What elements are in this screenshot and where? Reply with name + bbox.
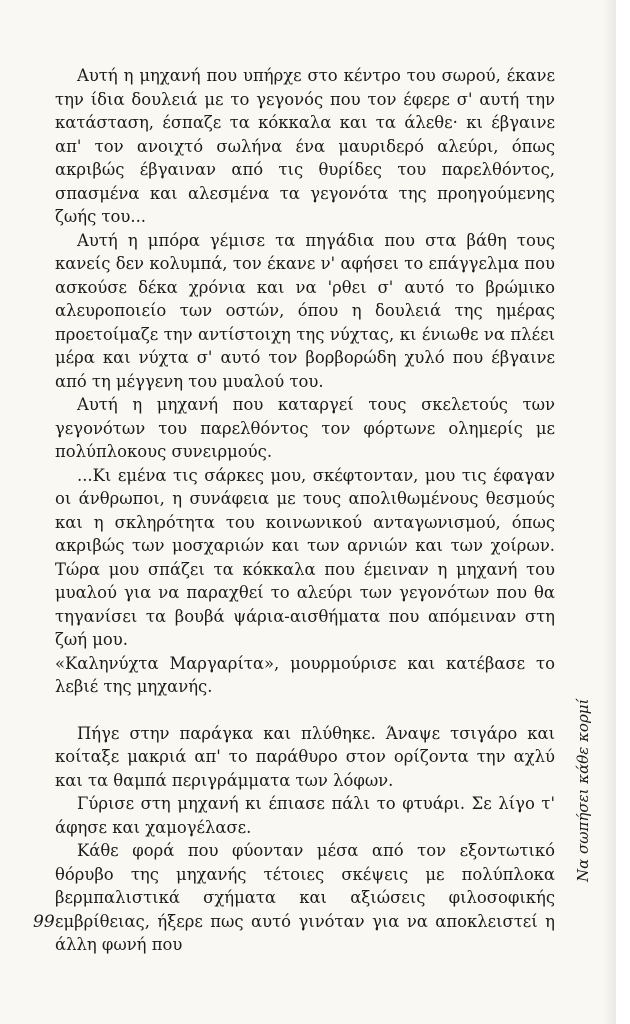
paragraph: ...Κι εμένα τις σάρκες μου, σκέφτονταν, μου τις έφαγαν οι άνθρωποι, η συνάφεια με τους απολιθωμένους θεσμούς και η σκληρότητα του κοινωνικού ανταγωνισμού, όπως ακριβώς των μοσχαριών και των αρνιών και των χοίρων. Τώρα μου σπάζει τα κόκκαλα που έμειναν η μηχανή του μυαλού για να παραχθεί το αλεύρι των γεγονότων που θα τηγανίσει τα βουβά ψάρια-αισθήματα που απόμειναν στη ζωή μου.	[55, 465, 555, 649]
body-text	[55, 64, 555, 957]
page-number: 99	[33, 912, 55, 932]
paragraph: Αυτή η μηχανή που καταργεί τους σκελετούς των γεγονότων του παρελθόντος τον φόρτωνε ολημερίς με πολύπλοκους συνειρμούς.	[55, 395, 555, 461]
paragraph: Αυτή η μηχανή που υπήρχε στο κέντρο του σωρού, έκανε την ίδια δουλειά με το γεγονός που τον έφερε σ' αυτή την κατάσταση, έσπαζε τα κόκκαλα και τα άλεθε· κι έβγαινε απ' τον ανοιχτό σωλήνα ένα μαυριδερό αλεύρι, όπως ακριβώς έβγαιναν από τις θυρίδες του παρελθόντος, σπασμένα και αλεσμένα τα γεγονότα της προηγούμενης ζωής του...	[55, 66, 555, 226]
paragraph: Κάθε φορά που φύονταν μέσα από τον εξοντωτικό θόρυβο της μηχανής τέτοιες σκέψεις με πολύπλοκα βερμπαλιστικά σχήματα και αξιώσεις φιλοσοφικής εμβρίθειας, ήξερε πως αυτό γινόταν για να αποκλειστεί η άλλη φωνή που	[55, 841, 555, 954]
paragraph: Πήγε στην παράγκα και πλύθηκε. Άναψε τσιγάρο και κοίταξε μακριά απ' το παράθυρο στον ορίζοντα την αχλύ και τα θαμπά περιγράμματα των λόφων.	[55, 723, 555, 790]
margin-running-title: Να σωπήσει κάθε κορμί	[574, 698, 592, 882]
paragraph: «Καληνύχτα Μαργαρίτα», μουρμούρισε και κατέβασε το λεβιέ της μηχανής.	[55, 653, 555, 696]
page-edge-shadow	[602, 0, 616, 1024]
paragraph: Αυτή η μπόρα γέμισε τα πηγάδια που στα βάθη τους κανείς δεν κολυμπά, τον έκανε ν' αφήσει το επάγγελμα που ασκούσε δέκα χρόνια και να 'ρθει σ' αυτό το βρώμικο αλευροποιείο των οστών, όπου η δουλειά της ημέρας προετοίμαζε την αντίστοιχη της νύχτας, κι ένιωθε να πλέει μέρα και νύχτα σ' αυτό τον βορβορώδη χυλό που έβγαινε από τη μέγγενη του μυαλού του.	[55, 230, 555, 391]
paragraph: Γύρισε στη μηχανή κι έπιασε πάλι το φτυάρι. Σε λίγο τ' άφησε και χαμογέλασε.	[55, 794, 555, 837]
section-break	[55, 699, 555, 722]
